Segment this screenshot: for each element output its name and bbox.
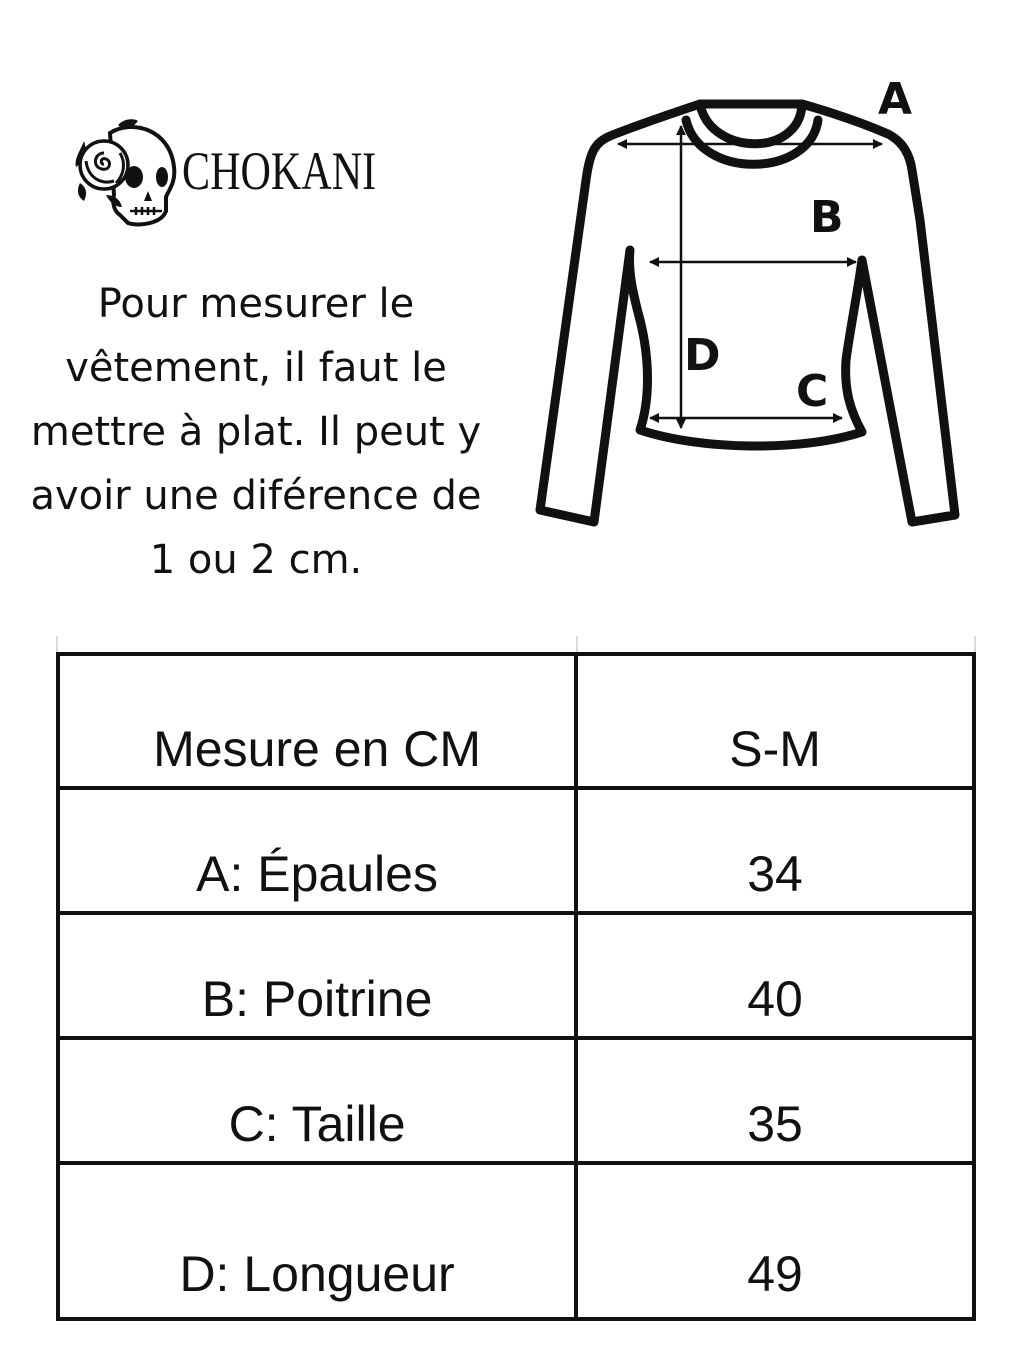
size-table [56, 652, 976, 1321]
gridline-guide [576, 636, 578, 652]
table-row [58, 788, 974, 913]
skull-with-rose-icon [70, 111, 178, 231]
measuring-instructions [0, 272, 512, 592]
row-label: C: Taille [58, 1038, 576, 1163]
header-size-label: S-M [576, 654, 974, 788]
instruction-line: mettre à plat. Il peut y [30, 409, 482, 455]
table-row [58, 1038, 974, 1163]
instruction-line: 1 ou 2 cm. [149, 537, 363, 583]
row-label: A: Épaules [58, 788, 576, 913]
long-sleeve-top-measurement-icon [500, 60, 1000, 570]
instruction-line: Pour mesurer le [97, 281, 415, 327]
gridline-guide [56, 636, 58, 652]
header-measure-label: Mesure en CM [58, 654, 576, 788]
diagram-label-a: A [878, 74, 913, 125]
gridline-guide [974, 636, 976, 652]
instruction-line: vêtement, il faut le [65, 345, 447, 391]
table-row [58, 1163, 974, 1319]
table-header-row [58, 654, 974, 788]
diagram-label-d: D [684, 330, 721, 381]
row-value: 40 [576, 913, 974, 1038]
row-label: B: Poitrine [58, 913, 576, 1038]
table-row [58, 913, 974, 1038]
diagram-label-c: C [796, 366, 829, 417]
size-chart [56, 636, 978, 1326]
row-label: D: Longueur [58, 1163, 576, 1319]
row-value: 49 [576, 1163, 974, 1319]
instruction-line: avoir une diférence de [30, 473, 482, 519]
row-value: 34 [576, 788, 974, 913]
brand-name: CHOKANI [182, 140, 377, 201]
diagram-label-b: B [810, 192, 844, 243]
row-value: 35 [576, 1038, 974, 1163]
brand-logo [70, 108, 410, 233]
